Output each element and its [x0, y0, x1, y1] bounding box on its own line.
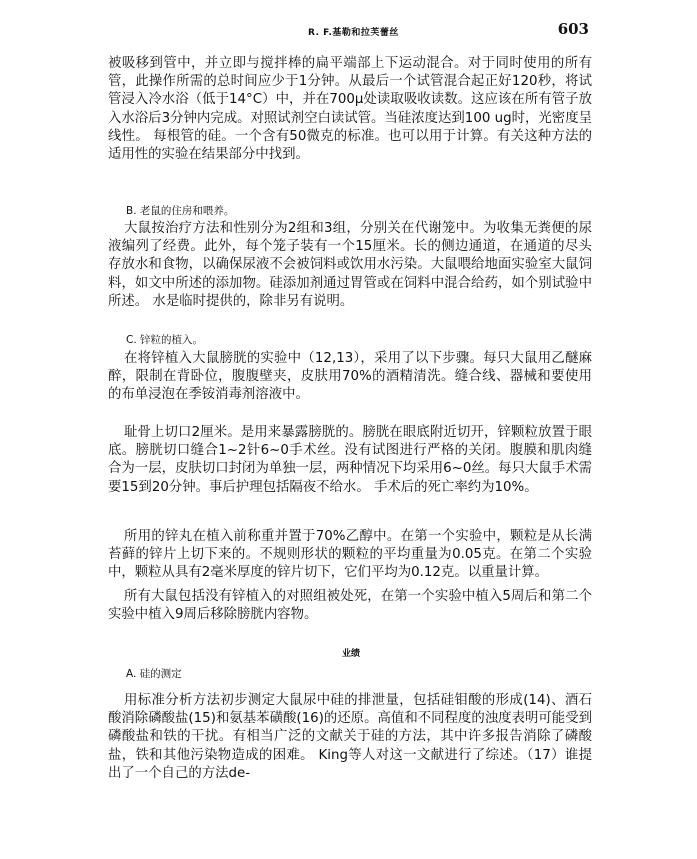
paragraph-method-continuation: 被吸移到管中，并立即与搅拌棒的扁平端部上下运动混合。对于同时使用的所有管，此操作所需的总时间应少于1分钟。从最后一个试管混合起正好120秒，将试管浸入冷水浴（低于14°C）中，并在700μ处读取吸收读数。这应该在所有管子放入水浴后3分钟内完成。对照试剂空白读试管。当硅浓度达到100 ug时，光密度呈线性。 每根管的硅。一个含有50微克的标准。也可以用于计算。有关这种方法的适用性的实验在结果部分中找到。 [108, 56, 592, 163]
paragraph-zinc-pellets: 所用的锌丸在植入前称重并置于70%乙醇中。在第一个实验中，颗粒是从长满苔藓的锌片上切下来的。不规则形状的颗粒的平均重量为0.05克。在第二个实验中，颗粒从具有2毫米厚度的锌片切下，它们平均为0.12克。以重量计算。 [108, 529, 592, 581]
heading-rat-housing: B. 老鼠的住房和喂养。 [126, 205, 235, 217]
heading-silicon-determination: A. 硅的测定 [126, 668, 182, 680]
paragraph-sacrifice: 所有大鼠包括没有锌植入的对照组被处死，在第一个实验中植入5周后和第二个实验中植入9周后移除膀胱内容物。 [108, 589, 592, 623]
running-header: R. F.基勒和拉芙蕾丝 [308, 28, 399, 38]
heading-zinc-implantation: C. 锌粒的植入。 [126, 334, 204, 346]
section-title-results: 业绩 [342, 649, 361, 659]
page-number: 603 [557, 20, 589, 38]
paragraph-surgery: 耻骨上切口2厘米。是用来暴露膀胱的。膀胱在眼底附近切开，锌颗粒放置于眼底。膀胱切口缝合1~2针6~0手术丝。没有试图进行严格的关闭。腹膜和肌肉缝合为一层，皮肤切口封闭为单独一层，两种情况下均采用6~0丝。每只大鼠手术需要15到20分钟。事后护理包括隔夜不给水。 手术后的死亡率约为10%。 [108, 425, 592, 495]
paragraph-silicon-method: 用标准分析方法初步测定大鼠尿中硅的排泄量，包括硅钼酸的形成(14)、酒石酸消除磷酸盐(15)和氨基苯磺酸(16)的还原。高值和不同程度的浊度表明可能受到磷酸盐和铁的干扰。有相当广泛的文献关于硅的方法，其中许多报告消除了磷酸盐，铁和其他污染物造成的困难。 King等人对这一文献进行了综述。（17）谁提出了一个自己的方法de- [108, 693, 592, 781]
paragraph-implant-procedure: 在将锌植入大鼠膀胱的实验中（12,13），采用了以下步骤。每只大鼠用乙醚麻醉，限制在背卧位，腹腹壁夹，皮肤用70%的酒精清洗。缝合线、器械和要使用的布单浸泡在季铵消毒剂溶液中。 [108, 351, 592, 403]
paragraph-rat-housing: 大鼠按治疗方法和性别分为2组和3组，分别关在代谢笼中。为收集无粪便的尿液编列了经费。此外，每个笼子装有一个15厘米。长的侧边通道，在通道的尽头存放水和食物，以确保尿液不会被饲料或饮用水污染。大鼠喂给地面实验室大鼠饲料，如文中所述的添加物。硅添加剂通过胃管或在饲料中混合给药，如个别试验中所述。 水是临时提供的，除非另有说明。 [108, 221, 592, 309]
